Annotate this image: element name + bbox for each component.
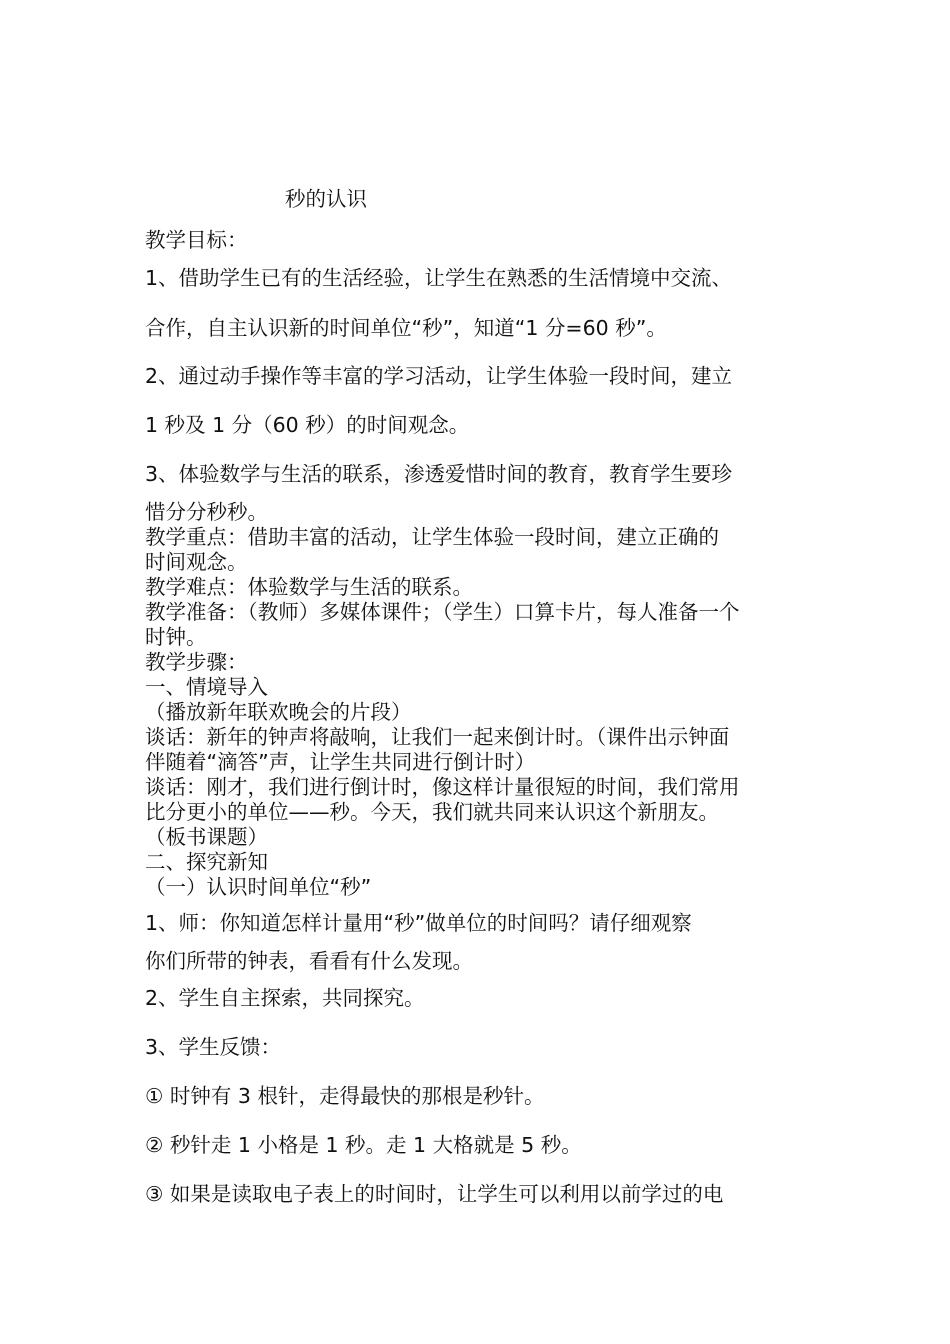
text-line: 时间观念。 <box>145 550 248 574</box>
text-line: 比分更小的单位——秒。今天，我们就共同来认识这个新朋友。 <box>145 800 719 824</box>
text-line: 2、通过动手操作等丰富的学习活动，让学生体验一段时间，建立 <box>145 364 733 388</box>
text-line: 谈话：新年的钟声将敲响，让我们一起来倒计时。（课件出示钟面 <box>145 725 730 749</box>
text-line: 伴随着“滴答”声，让学生共同进行倒计时） <box>145 750 536 774</box>
text-line: 3、体验数学与生活的联系，渗透爱惜时间的教育，教育学生要珍 <box>145 462 733 486</box>
text-line: 时钟。 <box>145 625 207 649</box>
text-line: 1、借助学生已有的生活经验，让学生在熟悉的生活情境中交流、 <box>145 266 733 290</box>
text-line: 2、学生自主探索，共同探究。 <box>145 986 425 1010</box>
text-line: 一、情境导入 <box>145 675 268 699</box>
text-line: 合作，自主认识新的时间单位“秒”，知道“1 分=60 秒”。 <box>145 316 667 340</box>
text-line: ① 时钟有 3 根针，走得最快的那根是秒针。 <box>145 1084 545 1108</box>
text-line: （一）认识时间单位“秒” <box>145 875 372 899</box>
text-line: 1、师：你知道怎样计量用“秒”做单位的时间吗？请仔细观察 <box>145 911 692 935</box>
text-line: 教学目标： <box>145 228 248 252</box>
text-line: 二、探究新知 <box>145 850 268 874</box>
text-line: 3、学生反馈： <box>145 1035 282 1059</box>
text-line: 教学重点：借助丰富的活动，让学生体验一段时间，建立正确的 <box>145 525 719 549</box>
text-line: 1 秒及 1 分（60 秒）的时间观念。 <box>145 413 470 437</box>
text-line: 谈话：刚才，我们进行倒计时，像这样计量很短的时间，我们常用 <box>145 775 740 799</box>
text-line: 教学难点：体验数学与生活的联系。 <box>145 575 473 599</box>
text-line: 教学步骤： <box>145 650 248 674</box>
text-line: （板书课题） <box>145 825 268 849</box>
text-line: 教学准备：（教师）多媒体课件；（学生）口算卡片，每人准备一个 <box>145 600 740 624</box>
text-line: （播放新年联欢晚会的片段） <box>145 700 412 724</box>
text-line: 你们所带的钟表，看看有什么发现。 <box>145 949 473 973</box>
text-line: ③ 如果是读取电子表上的时间时，让学生可以利用以前学过的电 <box>145 1182 724 1206</box>
document-title: 秒的认识 <box>285 187 367 211</box>
text-line: ② 秒针走 1 小格是 1 秒。走 1 大格就是 5 秒。 <box>145 1133 582 1157</box>
text-line: 惜分分秒秒。 <box>145 500 268 524</box>
